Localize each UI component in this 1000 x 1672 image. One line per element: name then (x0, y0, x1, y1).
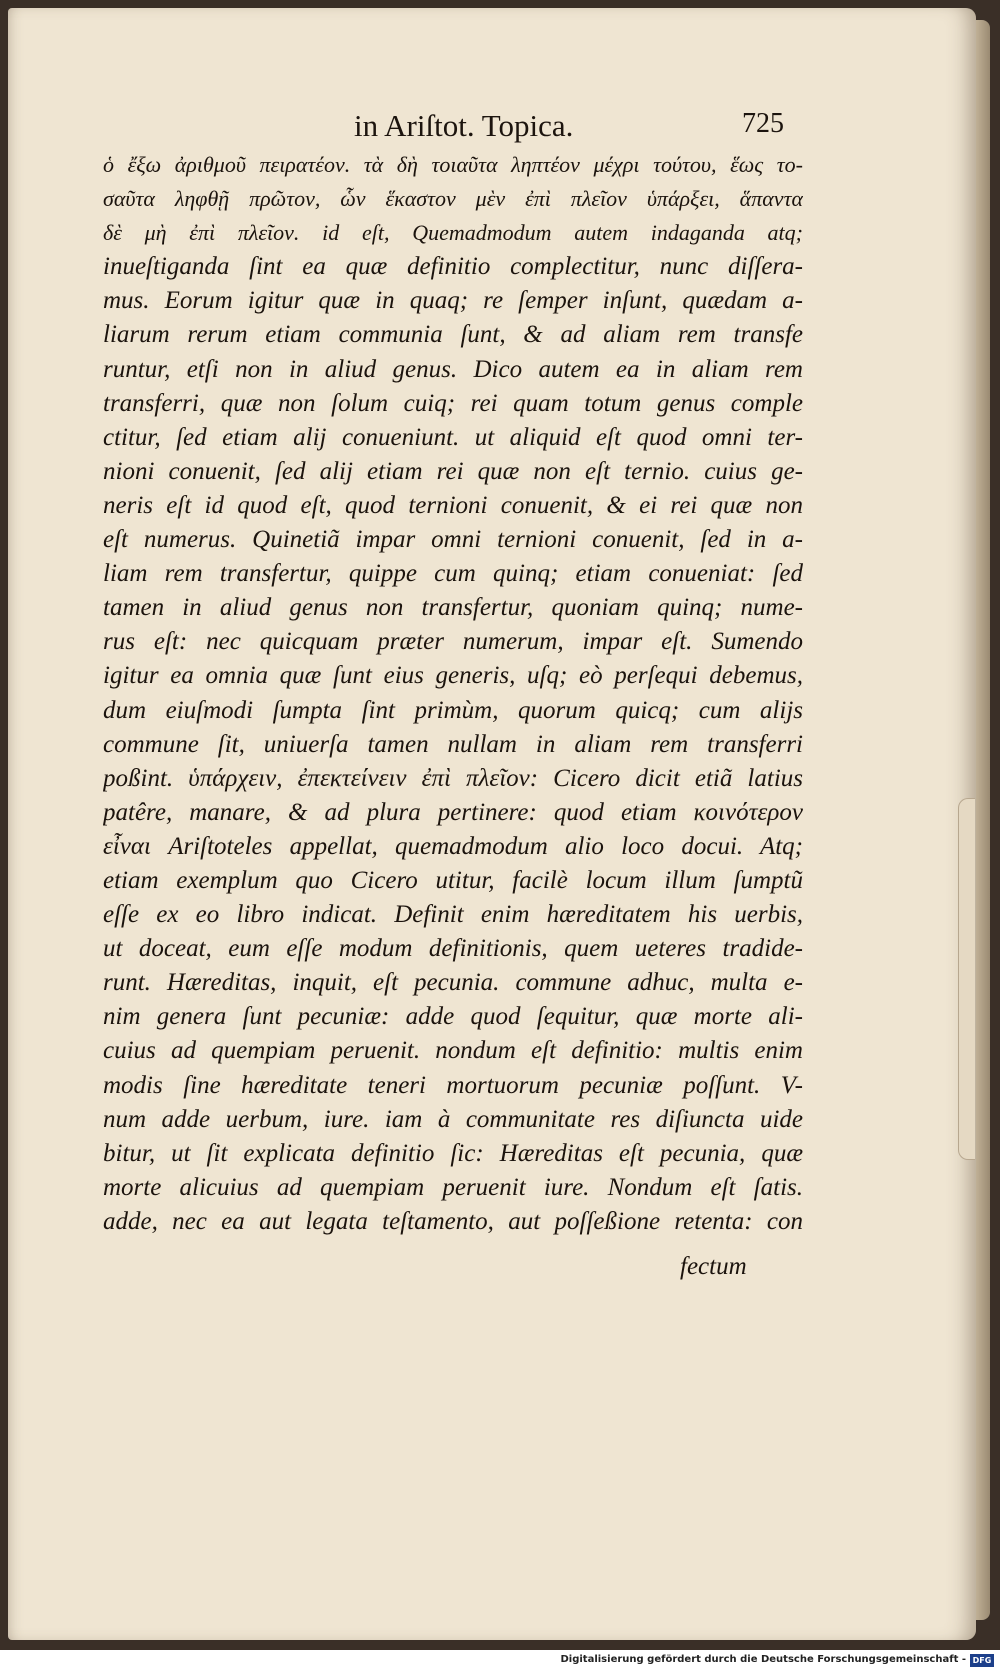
text-line: num adde uerbum, iure. iam à communitate res diſiuncta uide (103, 1105, 803, 1133)
text-line: etiam exemplum quo Cicero utitur, facilè locum illum ſumptũ (103, 866, 803, 894)
text-line: δὲ μὴ ἐπὶ πλεῖον. id eſt, Quemadmodum autem indaganda atq; (103, 220, 803, 246)
text-line: patêre, manare, & ad plura pertinere: quod etiam κοινότερον (103, 798, 803, 826)
text-line: εἶναι Ariſtoteles appellat, quemadmodum alio loco docui. Atq; (103, 832, 803, 860)
text-line: rus eſt: nec quicquam præter numerum, impar eſt. Sumendo (103, 628, 803, 656)
text-line: neris eſt id quod eſt, quod ternioni conuenit, & ei rei quæ non (103, 491, 803, 519)
catchword: fectum (680, 1253, 747, 1280)
text-line: adde, nec ea aut legata teſtamento, aut poſſeßione retenta: con (103, 1207, 803, 1235)
text-line: nioni conuenit, ſed alij etiam rei quæ non eſt ternio. cuius ge- (103, 457, 803, 485)
text-line: ut doceat, eum eſſe modum definitionis, quem ueteres tradide- (103, 935, 803, 963)
body-text (103, 148, 803, 1239)
text-line: ὁ ἔξω ἀριθμοῦ πειρατέον. τὰ δὴ τοιαῦτα ληπτέον μέχρι τούτου, ἕως το- (103, 152, 803, 177)
text-line: tamen in aliud genus non transfertur, quoniam quinq; nume- (103, 594, 803, 622)
footer-bar (0, 1650, 1000, 1672)
page-number: 725 (742, 108, 784, 139)
text-line: runt. Hæreditas, inquit, eſt pecunia. commune adhuc, multa e- (103, 969, 803, 997)
page-header (8, 108, 976, 144)
text-line: dum eiuſmodi ſumpta ſint primùm, quorum quicq; cum alijs (103, 696, 803, 724)
text-line: liam rem transfertur, quippe cum quinq; etiam conueniat: ſed (103, 560, 803, 588)
text-line: nim genera ſunt pecuniæ: adde quod ſequitur, quæ morte ali- (103, 1003, 803, 1031)
text-line: inueſtiganda ſint ea quæ definitio complectitur, nunc diſſera- (103, 253, 803, 281)
text-line: transferri, quæ non ſolum cuiq; rei quam totum genus comple (103, 389, 803, 417)
text-line: poßint. ὑπάρχειν, ἐπεκτείνειν ἐπὶ πλεῖον: Cicero dicit etiã latius (103, 764, 803, 792)
text-line: morte alicuius ad quempiam peruenit iure. Nondum eſt ſatis. (103, 1173, 803, 1201)
text-line: σαῦτα ληφθῇ πρῶτον, ὧν ἕκαστον μὲν ἐπὶ πλεῖον ὑπάρξει, ἅπαντα (103, 186, 803, 212)
text-line: modis ſine hæreditate teneri mortuorum pecuniæ poſſunt. V- (103, 1071, 803, 1099)
text-line: eſt numerus. Quinetiã impar omni ternioni conuenit, ſed in a- (103, 526, 803, 554)
text-line: cuius ad quempiam peruenit. nondum eſt definitio: multis enim (103, 1037, 803, 1065)
book-page (8, 8, 976, 1640)
digitization-credit: Digitalisierung gefördert durch die Deutsche Forschungsgemeinschaft - (560, 1654, 966, 1665)
text-line: runtur, etſi non in aliud genus. Dico autem ea in aliam rem (103, 355, 803, 383)
text-line: eſſe ex eo libro indicat. Definit enim hæreditatem his uerbis, (103, 901, 803, 929)
dfg-logo: DFG (970, 1654, 994, 1667)
text-line: mus. Eorum igitur quæ in quaq; re ſemper inſunt, quædam a- (103, 287, 803, 315)
text-line: liarum rerum etiam communia ſunt, & ad aliam rem transfe (103, 321, 803, 349)
running-head: in Ariſtot. Topica. (354, 108, 574, 143)
text-line: bitur, ut ſit explicata definitio ſic: Hæreditas eſt pecunia, quæ (103, 1139, 803, 1167)
page-tab-mark (958, 798, 975, 1160)
text-line: commune ſit, uniuerſa tamen nullam in aliam rem transferri (103, 730, 803, 758)
text-line: ctitur, ſed etiam alij conueniunt. ut aliquid eſt quod omni ter- (103, 423, 803, 451)
text-line: igitur ea omnia quæ ſunt eius generis, uſq; eò perſequi debemus, (103, 662, 803, 690)
